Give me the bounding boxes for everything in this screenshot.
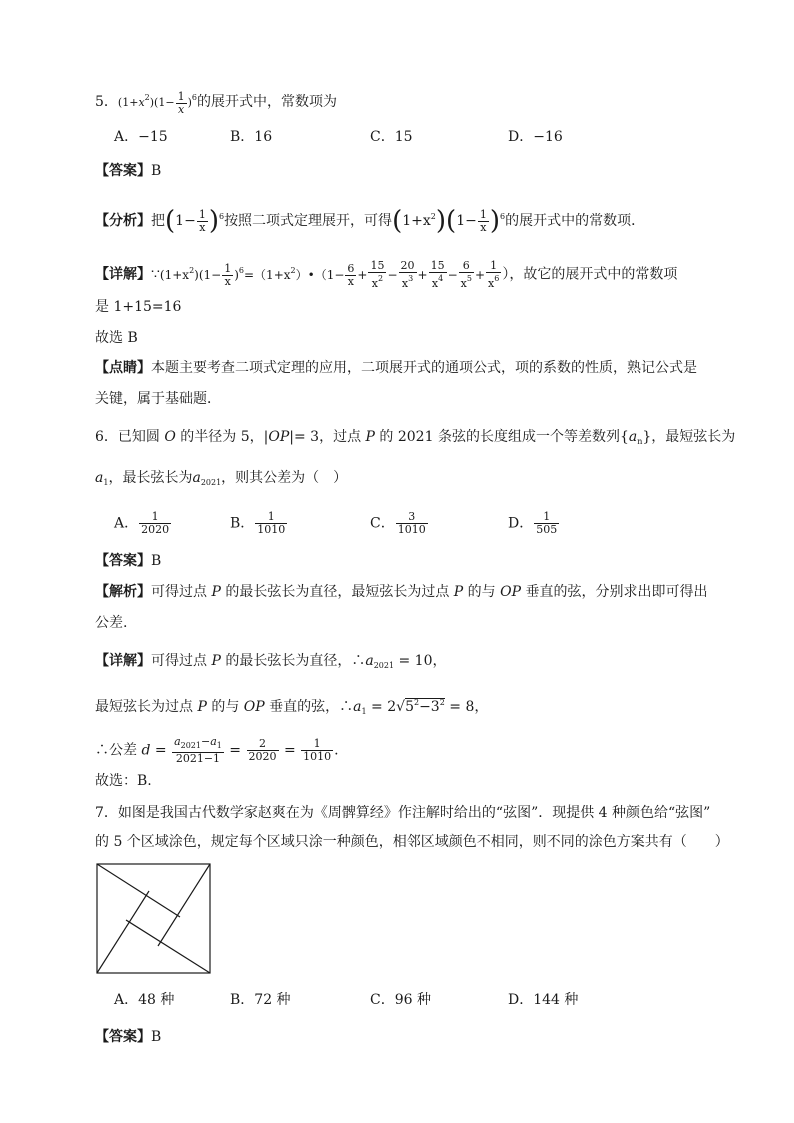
sqrt-symbol: √ — [396, 699, 406, 715]
term: 1 — [402, 213, 412, 229]
comment-text: 本题主要考查二项式定理的应用，二项展开式的通项公式，项的系数的性质，熟记公式是 — [151, 360, 697, 376]
subscript: 2021 — [200, 478, 222, 487]
fraction-numerator: 1 — [177, 89, 185, 103]
q5-detail-line2: 是 1+15=16 — [95, 299, 182, 315]
exponent: 5 — [466, 274, 472, 283]
stem-text: 6．已知圆 — [95, 429, 165, 445]
q5-option-d: D．−16 — [508, 129, 563, 145]
subscript: 1 — [361, 707, 367, 716]
fraction: $\frac{15}{x^4}$ — [430, 259, 445, 290]
because-symbol: ∵ — [151, 266, 160, 283]
q6-analysis — [95, 582, 707, 602]
option-label: D． — [508, 515, 534, 532]
option-label: A． — [114, 515, 139, 532]
q6-detail-line3 — [95, 736, 339, 765]
fraction-numerator: 1 — [479, 207, 487, 221]
operator: = — [279, 742, 301, 759]
q7-option-d: D．144 种 — [508, 992, 579, 1008]
q5-option-a: A．−15 — [114, 129, 168, 145]
chord-line — [97, 864, 180, 917]
q5-option-c: C．15 — [370, 129, 413, 145]
expr-part: (1− — [154, 96, 175, 109]
exponent: 6 — [500, 212, 506, 221]
operator: + — [357, 267, 368, 282]
stem-text: }，最短弦长为 — [642, 429, 736, 445]
option-label: C． — [370, 515, 395, 532]
outer-square — [97, 864, 210, 973]
q6-option-d — [508, 511, 560, 536]
answer-tag: 【答案】 — [95, 1029, 151, 1045]
var-OP: OP — [268, 429, 290, 445]
fraction — [534, 511, 559, 536]
fraction-numerator: 1 — [139, 511, 171, 524]
q5-stem — [95, 88, 337, 116]
q5-analysis: 【分析】把(1− $\frac{1}{x}$ )$^6$按照二项式定理展开，可得$(1+x^2)(1-$ $\frac{1}{x}$ )$^6$的展开式中的常数项． — [95, 206, 646, 236]
detail-text: = 8， — [444, 699, 489, 715]
option-label: B． — [230, 515, 255, 532]
answer-tag: 【答案】 — [95, 163, 151, 179]
fraction-denominator: 1010 — [397, 523, 426, 536]
detail-tag: 【详解】 — [95, 653, 151, 669]
analysis-text: 的最长弦长为直径，最短弦长为过点 — [220, 584, 454, 600]
fraction-denominator: 2020 — [248, 750, 277, 763]
operator: = — [150, 742, 172, 759]
var-P: P — [365, 429, 375, 445]
var-O: O — [164, 429, 176, 445]
var-a: a — [353, 699, 362, 715]
detail-text: = 2 — [366, 699, 397, 715]
exponent: 2 — [413, 698, 420, 707]
exponent: 6 — [494, 274, 500, 283]
operator: − — [200, 735, 211, 748]
expr-part: (1+ — [117, 96, 139, 109]
q6-detail — [95, 651, 447, 676]
var-a: a — [95, 470, 104, 486]
q7-stem: 7．如图是我国古代数学家赵爽在为《周髀算经》作注解时给出的“弦图”．现提供 4 种颜色给“弦图” — [95, 805, 711, 821]
answer-value: B — [151, 553, 162, 569]
q5-answer — [95, 161, 161, 181]
fraction — [197, 209, 208, 234]
fraction-denominator: 1010 — [303, 750, 332, 763]
fraction-numerator: 1 — [534, 511, 559, 524]
var-x: x — [422, 213, 431, 229]
var-a: a — [210, 735, 217, 748]
q6-option-c — [370, 511, 429, 536]
chord-line — [158, 864, 210, 946]
var-P: P — [211, 653, 221, 669]
q6-option-b — [230, 511, 288, 536]
q7-stem-line2: 的 5 个区域涂色，规定每个区域只涂一种颜色，相邻区域颜色不相同，则不同的涂色方案共有（ ） — [95, 834, 729, 850]
exponent: 6 — [218, 212, 225, 221]
fraction-denominator: 2021−1 — [175, 752, 221, 765]
fraction-numerator: 15 — [430, 259, 445, 272]
detail-text: ），故它的展开式中的常数项 — [502, 266, 678, 283]
radicand: −3 — [419, 699, 440, 715]
detail-text: 的与 — [206, 699, 244, 715]
q7-option-c: C．96 种 — [370, 992, 431, 1008]
detail-text: ）•（1− — [295, 267, 345, 282]
stem-text: 的半径为 5，| — [175, 429, 269, 445]
detail-text: 最短弦长为过点 — [95, 699, 198, 715]
fraction — [172, 736, 224, 765]
detail-text: 垂直的弦， — [264, 699, 340, 715]
var-a: a — [192, 470, 201, 486]
operator: − — [387, 267, 398, 282]
period: . — [334, 742, 339, 759]
fraction: $\frac{6}{x^5}$ — [460, 259, 472, 290]
stem-text: |= 3，过点 — [289, 429, 366, 445]
fraction-denominator: x — [480, 220, 487, 234]
fraction-numerator: 1 — [301, 738, 333, 751]
answer-value: B — [151, 1029, 162, 1045]
operator: + — [474, 267, 486, 282]
fraction-denominator: x — [199, 220, 206, 234]
chord-line — [126, 920, 210, 973]
exponent: 2 — [439, 698, 445, 707]
q6-stem-line2 — [95, 468, 347, 493]
var-P: P — [211, 584, 221, 600]
var-x: x — [138, 96, 145, 109]
var-a: a — [174, 735, 181, 748]
fraction — [478, 209, 489, 234]
fraction: $\frac{6}{x}$ — [347, 261, 355, 288]
exponent: 4 — [438, 274, 444, 283]
detail-text: 可得过点 — [151, 653, 212, 669]
answer-tag: 【答案】 — [95, 553, 151, 569]
detail-text: = 10， — [394, 653, 447, 669]
exponent: 2 — [189, 265, 195, 275]
subscript: 2021 — [373, 661, 395, 670]
fraction-numerator: 20 — [400, 259, 415, 272]
q5-option-b: B．16 — [230, 129, 273, 145]
analysis-text: 把 — [151, 213, 165, 229]
chord-diagram — [96, 863, 212, 975]
question-number: 5． — [95, 94, 118, 110]
therefore-symbol: ∴ — [95, 742, 109, 759]
exponent: 6 — [191, 93, 197, 102]
subscript: 1 — [103, 478, 109, 487]
fraction-denominator: 1010 — [257, 523, 286, 536]
analysis-text: 的展开式中的常数项． — [505, 213, 646, 229]
var-a: a — [365, 653, 374, 669]
fraction: $\frac{1}{x^6}$ — [488, 259, 500, 290]
q6-answer — [95, 551, 161, 571]
term: 1 — [456, 213, 466, 229]
chord-line — [97, 891, 149, 973]
q7-option-b: B．72 种 — [230, 992, 291, 1008]
var-a: a — [628, 429, 638, 445]
subscript: n — [637, 437, 643, 446]
exponent: 2 — [144, 93, 150, 102]
var-OP: OP — [243, 699, 265, 715]
therefore-symbol: ∴ — [351, 653, 366, 669]
q5-comment — [95, 358, 697, 378]
exponent: 2 — [290, 265, 296, 275]
q6-stem — [95, 427, 735, 452]
fraction-numerator: 1 — [255, 511, 287, 524]
fraction-numerator: 6 — [347, 261, 355, 275]
fraction-denominator: x — [224, 274, 231, 288]
exponent: 3 — [408, 274, 414, 283]
stem-text: 的 2021 条弦的长度组成一个等差数列{ — [374, 429, 629, 445]
operator: = — [224, 742, 246, 759]
q6-choose: 故选：B. — [95, 773, 152, 789]
var-OP: OP — [500, 584, 522, 600]
exponent: 2 — [378, 274, 384, 283]
expr-part: ) — [149, 96, 155, 109]
subscript: 1 — [216, 741, 222, 750]
q6-detail-line2 — [95, 693, 488, 722]
fraction — [176, 91, 187, 116]
fraction-numerator: 1 — [198, 207, 206, 221]
q5-comment-line2: 关键，属于基础题． — [95, 391, 221, 407]
detail-text: 的最长弦长为直径， — [220, 653, 352, 669]
fraction — [222, 263, 233, 288]
q7-option-a: A．48 种 — [114, 992, 175, 1008]
exponent: 2 — [430, 212, 436, 221]
detail-tag: 【详解】 — [95, 266, 151, 283]
analysis-tag: 【解析】 — [95, 584, 151, 600]
fraction — [255, 511, 287, 536]
fraction — [301, 738, 333, 763]
analysis-text: 垂直的弦，分别求出即可得出 — [521, 584, 708, 600]
var-P: P — [453, 584, 464, 600]
q5-detail: 【详解】$\because(1+x^2)(1-$ $\frac{1}{x}$ )$^6=(1+x^2)•(1-$ $\frac{6}{x}$ + $\frac{15}{x^2}$ − $\frac{20}{x^3}$ + $\frac{15}{x^4}$ − $\frac{6}{x^5}$ + $\frac{1}{x^6}$ ），故它的展开式中的常数项 — [95, 259, 678, 290]
analysis-text: 按照二项式定理展开，可得 — [224, 213, 393, 229]
radicand: 5 — [405, 699, 414, 715]
detail-text: =（1+x — [244, 267, 291, 282]
comment-tag: 【点睛】 — [95, 360, 151, 376]
operator: + — [417, 267, 428, 282]
operator: − — [184, 213, 196, 229]
q5-choose: 故选 B — [95, 330, 138, 346]
q6-option-a — [114, 511, 172, 536]
analysis-tag: 【分析】 — [95, 213, 151, 229]
fraction-denominator: x — [177, 102, 185, 116]
stem-text: 的展开式中，常数项为 — [196, 94, 337, 110]
stem-text: ，最长弦长为 — [108, 470, 193, 486]
fraction-numerator: 15 — [370, 259, 385, 272]
stem-text: ，则其公差为（ ） — [221, 470, 348, 486]
fraction: $\frac{15}{x^2}$ — [370, 259, 385, 290]
fraction — [139, 511, 171, 536]
answer-value: B — [151, 163, 162, 179]
fraction-denominator: 2020 — [141, 523, 170, 536]
detail-text: 公差 — [109, 742, 142, 759]
subscript: 2021 — [180, 741, 201, 750]
fraction-numerator: 3 — [396, 511, 428, 524]
analysis-text: 可得过点 — [151, 584, 212, 600]
fraction — [247, 738, 279, 763]
therefore-symbol: ∴ — [339, 699, 354, 715]
analysis-text: 的与 — [463, 584, 501, 600]
fraction: $\frac{20}{x^3}$ — [400, 259, 415, 290]
operator: − — [447, 267, 458, 282]
q6-analysis-line2: 公差. — [95, 615, 128, 631]
term: 1 — [175, 213, 185, 229]
fraction-numerator: 2 — [247, 738, 279, 751]
operator: − — [465, 213, 477, 229]
var-d: d — [141, 742, 151, 759]
expr-part: ) — [187, 96, 192, 109]
operator: + — [411, 213, 423, 229]
fraction-denominator: 505 — [536, 523, 558, 536]
fraction — [396, 511, 428, 536]
fraction-numerator: 6 — [459, 260, 474, 273]
fraction-numerator: 1 — [486, 260, 501, 273]
q7-answer — [95, 1027, 161, 1047]
fraction-numerator: 1 — [224, 261, 232, 275]
var-P: P — [197, 699, 207, 715]
exponent: 6 — [238, 265, 244, 275]
